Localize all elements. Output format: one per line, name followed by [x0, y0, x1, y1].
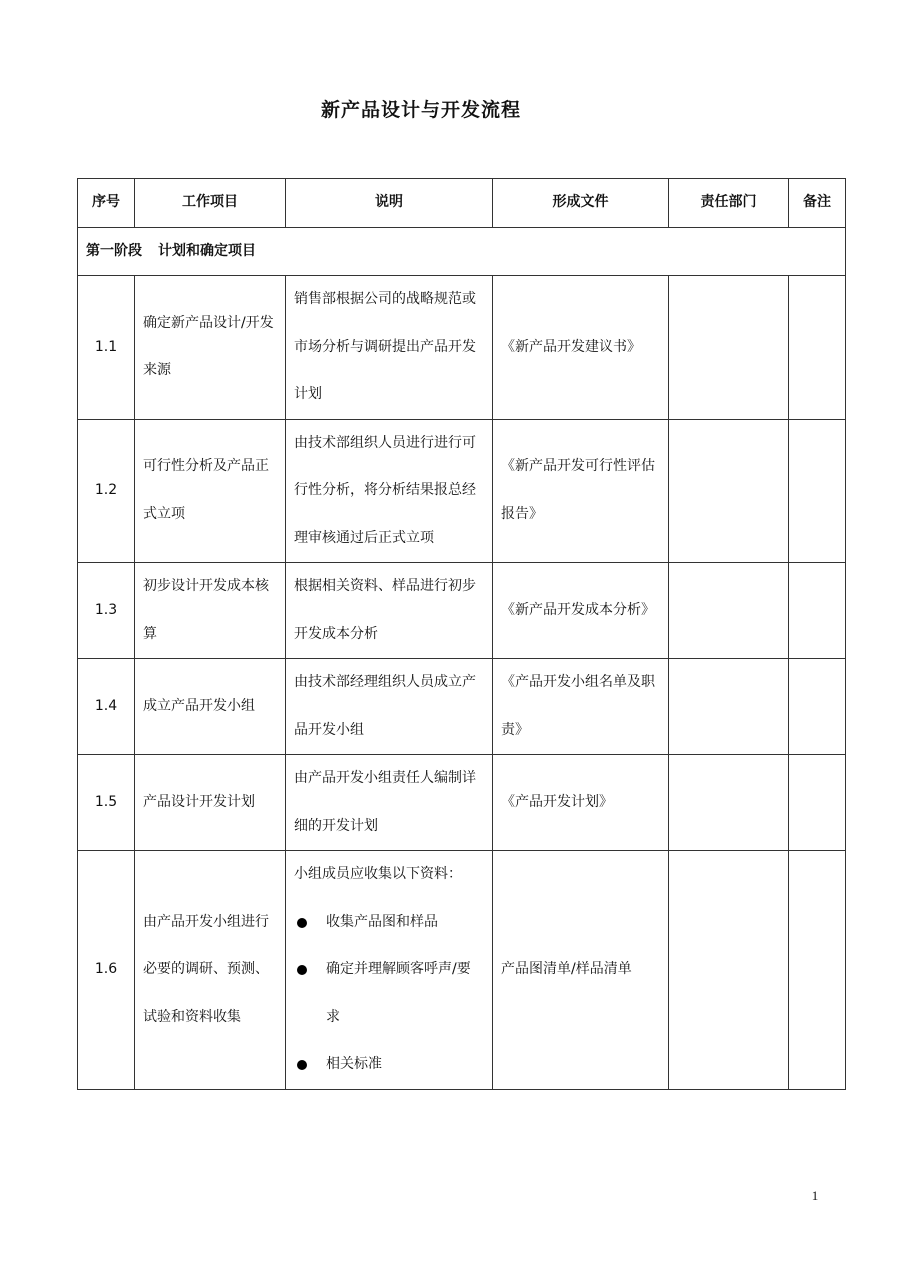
row-responsible-dept	[669, 755, 789, 851]
row-output-document: 《新产品开发成本分析》	[493, 563, 669, 659]
row-responsible-dept	[669, 419, 789, 563]
row-output-document: 《新产品开发可行性评估报告》	[493, 419, 669, 563]
row-no: 1.3	[78, 563, 135, 659]
row-no: 1.2	[78, 419, 135, 563]
row-responsible-dept	[669, 659, 789, 755]
bullet-icon	[297, 1060, 307, 1070]
row-work-item: 由产品开发小组进行必要的调研、预测、试验和资料收集	[135, 851, 286, 1090]
document-title: 新产品设计与开发流程	[320, 99, 521, 121]
row-description: 由技术部经理组织人员成立产品开发小组	[286, 659, 493, 755]
list-item	[294, 899, 484, 947]
row-output-document: 《新产品开发建议书》	[493, 276, 669, 420]
row-no: 1.6	[78, 851, 135, 1090]
row-output-document: 《产品开发计划》	[493, 755, 669, 851]
table-row	[78, 851, 846, 1090]
header-responsible-dept: 责任部门	[669, 179, 789, 228]
row-work-item: 产品设计开发计划	[135, 755, 286, 851]
row-remarks	[789, 563, 846, 659]
row-description: 由技术部组织人员进行进行可行性分析，将分析结果报总经理审核通过后正式立项	[286, 419, 493, 563]
row-description: 根据相关资料、样品进行初步开发成本分析	[286, 563, 493, 659]
row-description-intro: 小组成员应收集以下资料：	[294, 866, 462, 882]
process-table	[77, 178, 846, 1090]
page-number: 1	[811, 1188, 819, 1203]
table-row	[78, 755, 846, 851]
row-no: 1.4	[78, 659, 135, 755]
list-item	[294, 1041, 484, 1089]
table-row	[78, 276, 846, 420]
list-item-text: 收集产品图和样品	[326, 913, 438, 930]
table-row	[78, 563, 846, 659]
row-responsible-dept	[669, 276, 789, 420]
row-work-item: 成立产品开发小组	[135, 659, 286, 755]
row-work-item: 确定新产品设计/开发来源	[135, 276, 286, 420]
bullet-icon	[297, 918, 307, 928]
header-remarks: 备注	[789, 179, 846, 228]
material-list	[294, 899, 484, 1089]
row-description: 销售部根据公司的战略规范或市场分析与调研提出产品开发计划	[286, 276, 493, 420]
list-item-text: 确定并理解顾客呼声/要求	[326, 961, 471, 1025]
stage-label: 第一阶段	[86, 242, 142, 259]
row-remarks	[789, 659, 846, 755]
row-output-document: 产品图清单/样品清单	[493, 851, 669, 1090]
bullet-icon	[297, 965, 307, 975]
stage-cell	[78, 227, 846, 276]
table-row	[78, 419, 846, 563]
stage-row	[78, 227, 846, 276]
table-row	[78, 659, 846, 755]
row-remarks	[789, 276, 846, 420]
row-description	[286, 851, 493, 1090]
table-header-row	[78, 179, 846, 228]
stage-name: 计划和确定项目	[158, 242, 256, 259]
header-no: 序号	[78, 179, 135, 228]
row-responsible-dept	[669, 563, 789, 659]
row-work-item: 可行性分析及产品正式立项	[135, 419, 286, 563]
list-item-text: 相关标准	[326, 1056, 382, 1072]
row-work-item: 初步设计开发成本核算	[135, 563, 286, 659]
header-description: 说明	[286, 179, 493, 228]
list-item	[294, 946, 484, 1041]
row-responsible-dept	[669, 851, 789, 1090]
row-remarks	[789, 755, 846, 851]
header-output-document: 形成文件	[493, 179, 669, 228]
row-remarks	[789, 419, 846, 563]
row-remarks	[789, 851, 846, 1090]
row-no: 1.1	[78, 276, 135, 420]
row-output-document: 《产品开发小组名单及职责》	[493, 659, 669, 755]
row-description: 由产品开发小组责任人编制详细的开发计划	[286, 755, 493, 851]
header-work-item: 工作项目	[135, 179, 286, 228]
row-no: 1.5	[78, 755, 135, 851]
